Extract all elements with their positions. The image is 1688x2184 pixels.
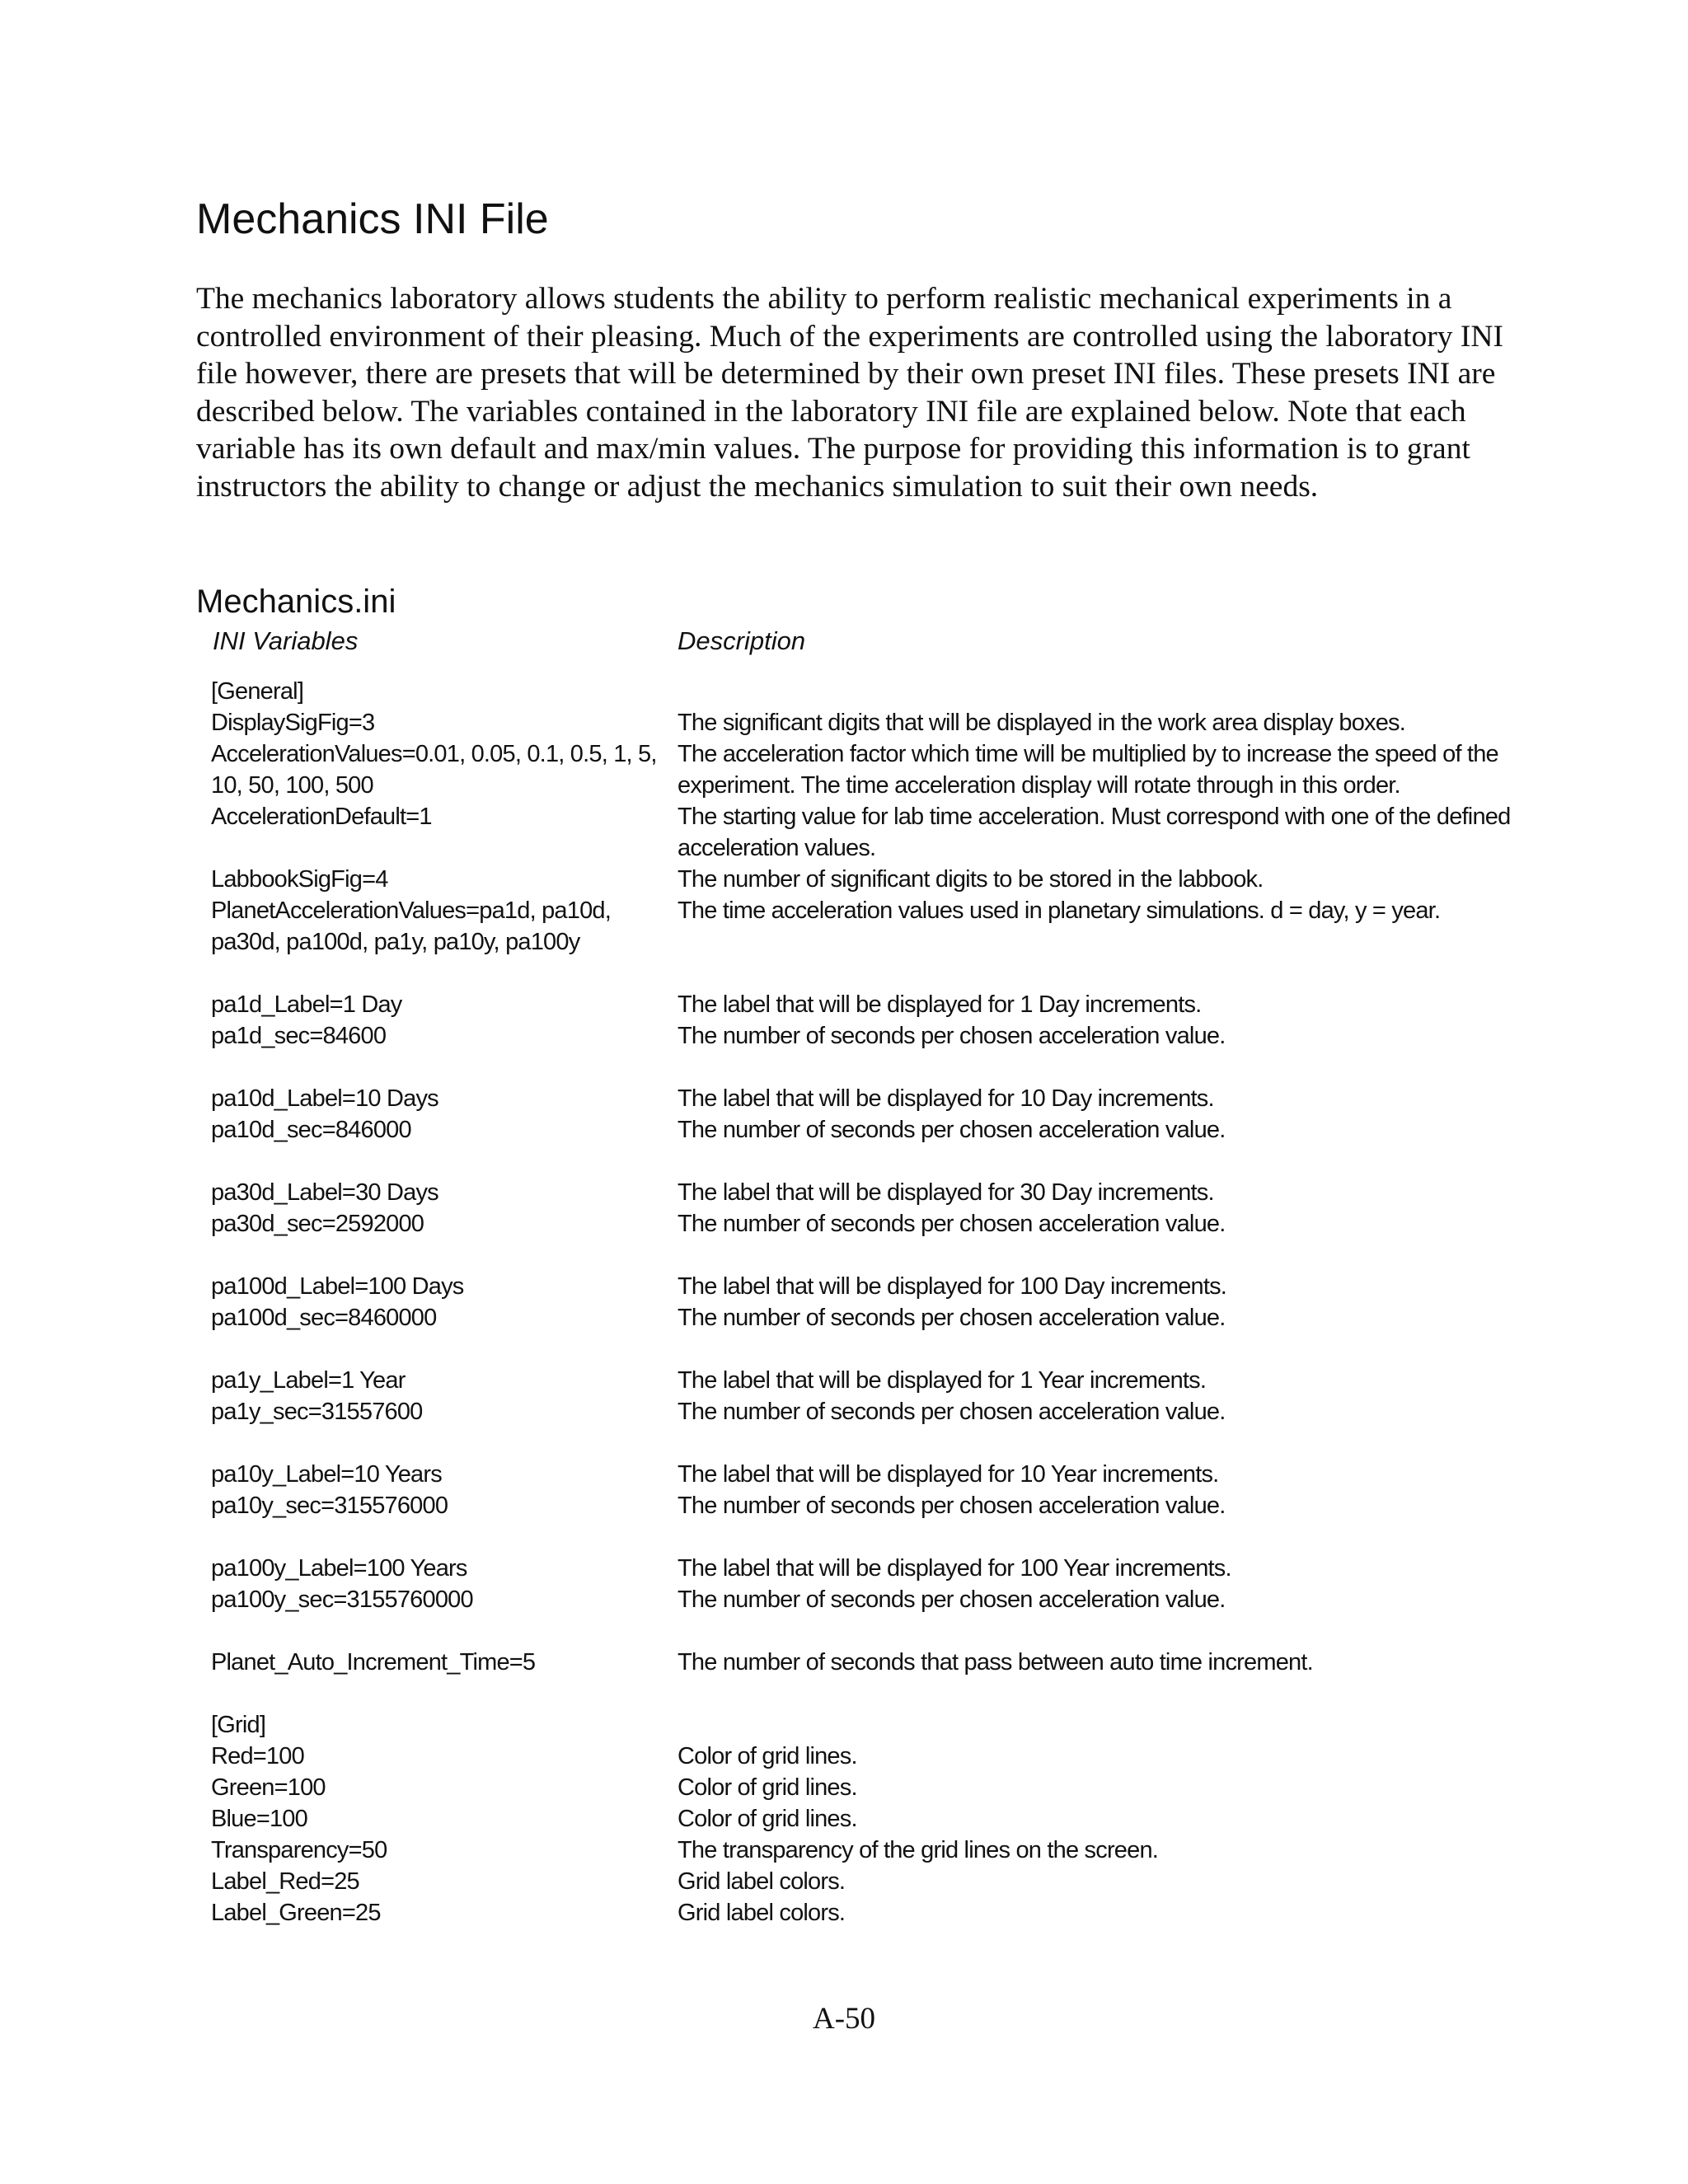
ini-description: The label that will be displayed for 100 Year increments. [678,1555,1231,1582]
ini-variable: Planet_Auto_Increment_Time=5 [211,1649,536,1675]
ini-description: The number of significant digits to be stored in the labbook. [678,866,1264,893]
ini-description: The number of seconds that pass between auto time increment. [678,1649,1313,1675]
table-row [211,1553,1530,1584]
table-row [211,1020,1530,1052]
ini-description: The acceleration factor which time will be multiplied by to increase the speed of the experiment. The time acceleration display will rotate through in this order. [678,741,1498,799]
table-row [211,1741,1530,1772]
ini-description: The number of seconds per chosen acceleration value. [678,1305,1226,1331]
table-row [211,1897,1530,1929]
ini-description: The label that will be displayed for 1 Year increments. [678,1367,1207,1394]
table-row [211,989,1530,1020]
ini-description: Grid label colors. [678,1868,846,1895]
table-row [211,1490,1530,1521]
ini-variable: pa10y_sec=315576000 [211,1493,448,1519]
ini-variable: pa1y_Label=1 Year [211,1367,406,1394]
ini-variable: pa30d_sec=2592000 [211,1211,424,1237]
ini-variable: AccelerationValues=0.01, 0.05, 0.1, 0.5, 1, 5, 10, 50, 100, 500 [211,741,657,799]
table-row [211,1866,1530,1897]
ini-variable: DisplaySigFig=3 [211,710,375,736]
ini-variable: [General] [211,678,304,705]
table-row [211,738,1530,801]
table-row [211,1083,1530,1114]
ini-description: The label that will be displayed for 30 Day increments. [678,1179,1214,1206]
ini-description: Grid label colors. [678,1900,846,1926]
table-row [211,1114,1530,1146]
column-header-variables: INI Variables [213,626,359,655]
ini-description: Color of grid lines. [678,1743,857,1769]
table-row [211,1365,1530,1396]
ini-description: The number of seconds per chosen acceleration value. [678,1399,1226,1425]
ini-variable: pa100d_sec=8460000 [211,1305,437,1331]
ini-description: The transparency of the grid lines on the screen. [678,1837,1159,1863]
ini-variable: pa1d_sec=84600 [211,1023,387,1049]
ini-variable: pa30d_Label=30 Days [211,1179,438,1206]
table-row [211,864,1530,895]
table-row [211,1208,1530,1240]
ini-description: The label that will be displayed for 10 Day increments. [678,1085,1214,1112]
section-title: Mechanics.ini [196,583,396,620]
column-header-description: Description [678,626,806,655]
ini-description: The number of seconds per chosen acceleration value. [678,1493,1226,1519]
ini-description: The label that will be displayed for 10 Year increments. [678,1461,1219,1488]
table-row [211,1709,1530,1741]
table-row [211,1835,1530,1866]
ini-variable: PlanetAccelerationValues=pa1d, pa10d, pa30d, pa100d, pa1y, pa10y, pa100y [211,898,611,955]
ini-variable: Green=100 [211,1774,326,1801]
ini-variable: pa10d_sec=846000 [211,1117,411,1143]
page-title: Mechanics INI File [196,195,549,243]
ini-description: The starting value for lab time acceleration. Must correspond with one of the defined acceleration values. [678,804,1511,861]
ini-variable: pa1y_sec=31557600 [211,1399,423,1425]
ini-variable: Transparency=50 [211,1837,387,1863]
ini-variable: pa10d_Label=10 Days [211,1085,438,1112]
table-row [211,676,1530,707]
ini-description: The label that will be displayed for 100 Day increments. [678,1273,1227,1300]
table-row [211,801,1530,864]
table-row [211,1584,1530,1615]
ini-description: The significant digits that will be displayed in the work area display boxes. [678,710,1406,736]
ini-variable: pa100y_Label=100 Years [211,1555,467,1582]
ini-description: The number of seconds per chosen acceleration value. [678,1117,1226,1143]
ini-description: The number of seconds per chosen acceleration value. [678,1023,1226,1049]
ini-description: The label that will be displayed for 1 Day increments. [678,991,1202,1018]
table-row [211,707,1530,738]
ini-variable: pa100d_Label=100 Days [211,1273,464,1300]
ini-variable-table [211,676,1530,1929]
table-row [211,1396,1530,1427]
ini-variable: Label_Green=25 [211,1900,381,1926]
table-row [211,1271,1530,1302]
ini-description: The number of seconds per chosen acceleration value. [678,1586,1226,1613]
ini-variable: Red=100 [211,1743,304,1769]
ini-variable: AccelerationDefault=1 [211,804,432,830]
table-row [211,895,1530,958]
ini-variable: LabbookSigFig=4 [211,866,388,893]
ini-variable: Label_Red=25 [211,1868,359,1895]
ini-description: Color of grid lines. [678,1774,857,1801]
table-row [211,1803,1530,1835]
ini-description: The time acceleration values used in planetary simulations. d = day, y = year. [678,898,1441,924]
ini-variable: [Grid] [211,1712,266,1738]
intro-paragraph: The mechanics laboratory allows students the ability to perform realistic mechanical experiments in a controlled environment of their pleasing. Much of the experiments are controlled using the laboratory INI file however, there are presets that will be determined by their own preset INI files. These presets INI are described below. The variables contained in the laboratory INI file are explained below. Note that each variable has its own default and max/min values. The purpose for providing this information is to grant instructors the ability to change or adjust the mechanics simulation to suit their own needs. [196,282,1503,504]
ini-variable: pa100y_sec=3155760000 [211,1586,473,1613]
page-number: A-50 [812,2002,876,2036]
ini-variable: pa10y_Label=10 Years [211,1461,442,1488]
table-row [211,1302,1530,1333]
ini-variable: Blue=100 [211,1806,307,1832]
ini-description: Color of grid lines. [678,1806,857,1832]
table-row [211,1459,1530,1490]
table-row [211,1177,1530,1208]
table-row [211,1647,1530,1678]
ini-description: The number of seconds per chosen acceleration value. [678,1211,1226,1237]
ini-variable: pa1d_Label=1 Day [211,991,402,1018]
table-row [211,1772,1530,1803]
